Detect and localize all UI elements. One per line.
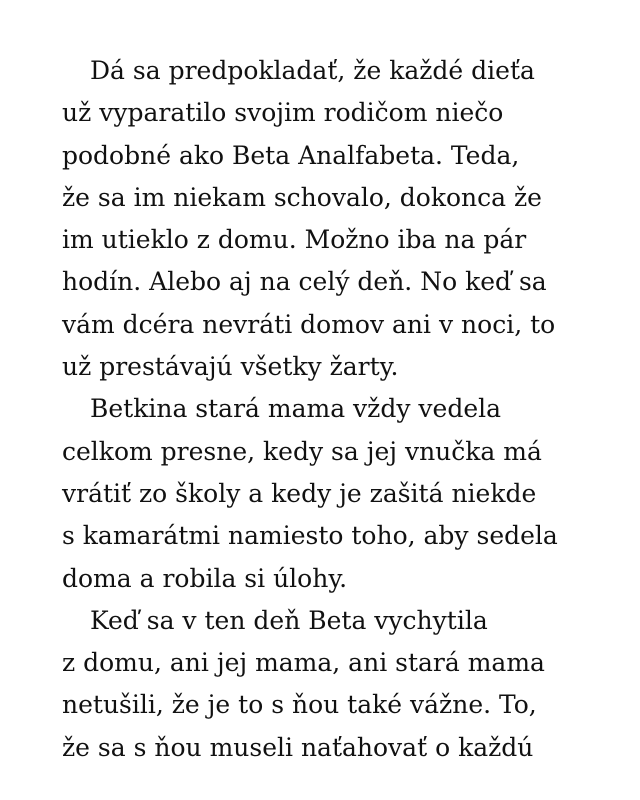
text-line: už prestávajú všetky žarty.: [62, 352, 399, 382]
text-line: Betkina stará mama vždy vedela: [90, 394, 502, 424]
text-line: už vyparatilo svojim rodičom niečo: [62, 98, 504, 128]
text-line: vám dcéra nevráti domov ani v noci, to: [62, 309, 556, 339]
text-line: že sa im niekam schovalo, dokonca že: [62, 182, 542, 212]
text-line: z domu, ani jej mama, ani stará mama: [62, 648, 545, 678]
text-line: vrátiť zo školy a kedy je zašitá niekde: [62, 478, 537, 508]
paragraph-1: [62, 50, 622, 388]
text-line: doma a robila si úlohy.: [62, 563, 348, 593]
text-line: podobné ako Beta Analfabeta. Teda,: [62, 140, 520, 170]
text-line: netušili, že je to s ňou také vážne. To,: [62, 690, 537, 720]
text-line: hodín. Alebo aj na celý deň. No keď sa: [62, 267, 547, 297]
text-line: celkom presne, kedy sa jej vnučka má: [62, 436, 542, 466]
text-line: Dá sa predpokladať, že každé dieťa: [90, 56, 535, 85]
paragraph-2: [62, 388, 622, 599]
text-line: s kamarátmi namiesto toho, aby sedela: [62, 521, 558, 551]
body-text: [62, 50, 622, 769]
text-line: Keď sa v ten deň Beta vychytila: [90, 605, 488, 635]
paragraph-3: [62, 600, 622, 769]
text-line: že sa s ňou museli naťahovať o každú: [62, 732, 534, 762]
text-line: im utieklo z domu. Možno iba na pár: [62, 225, 527, 255]
